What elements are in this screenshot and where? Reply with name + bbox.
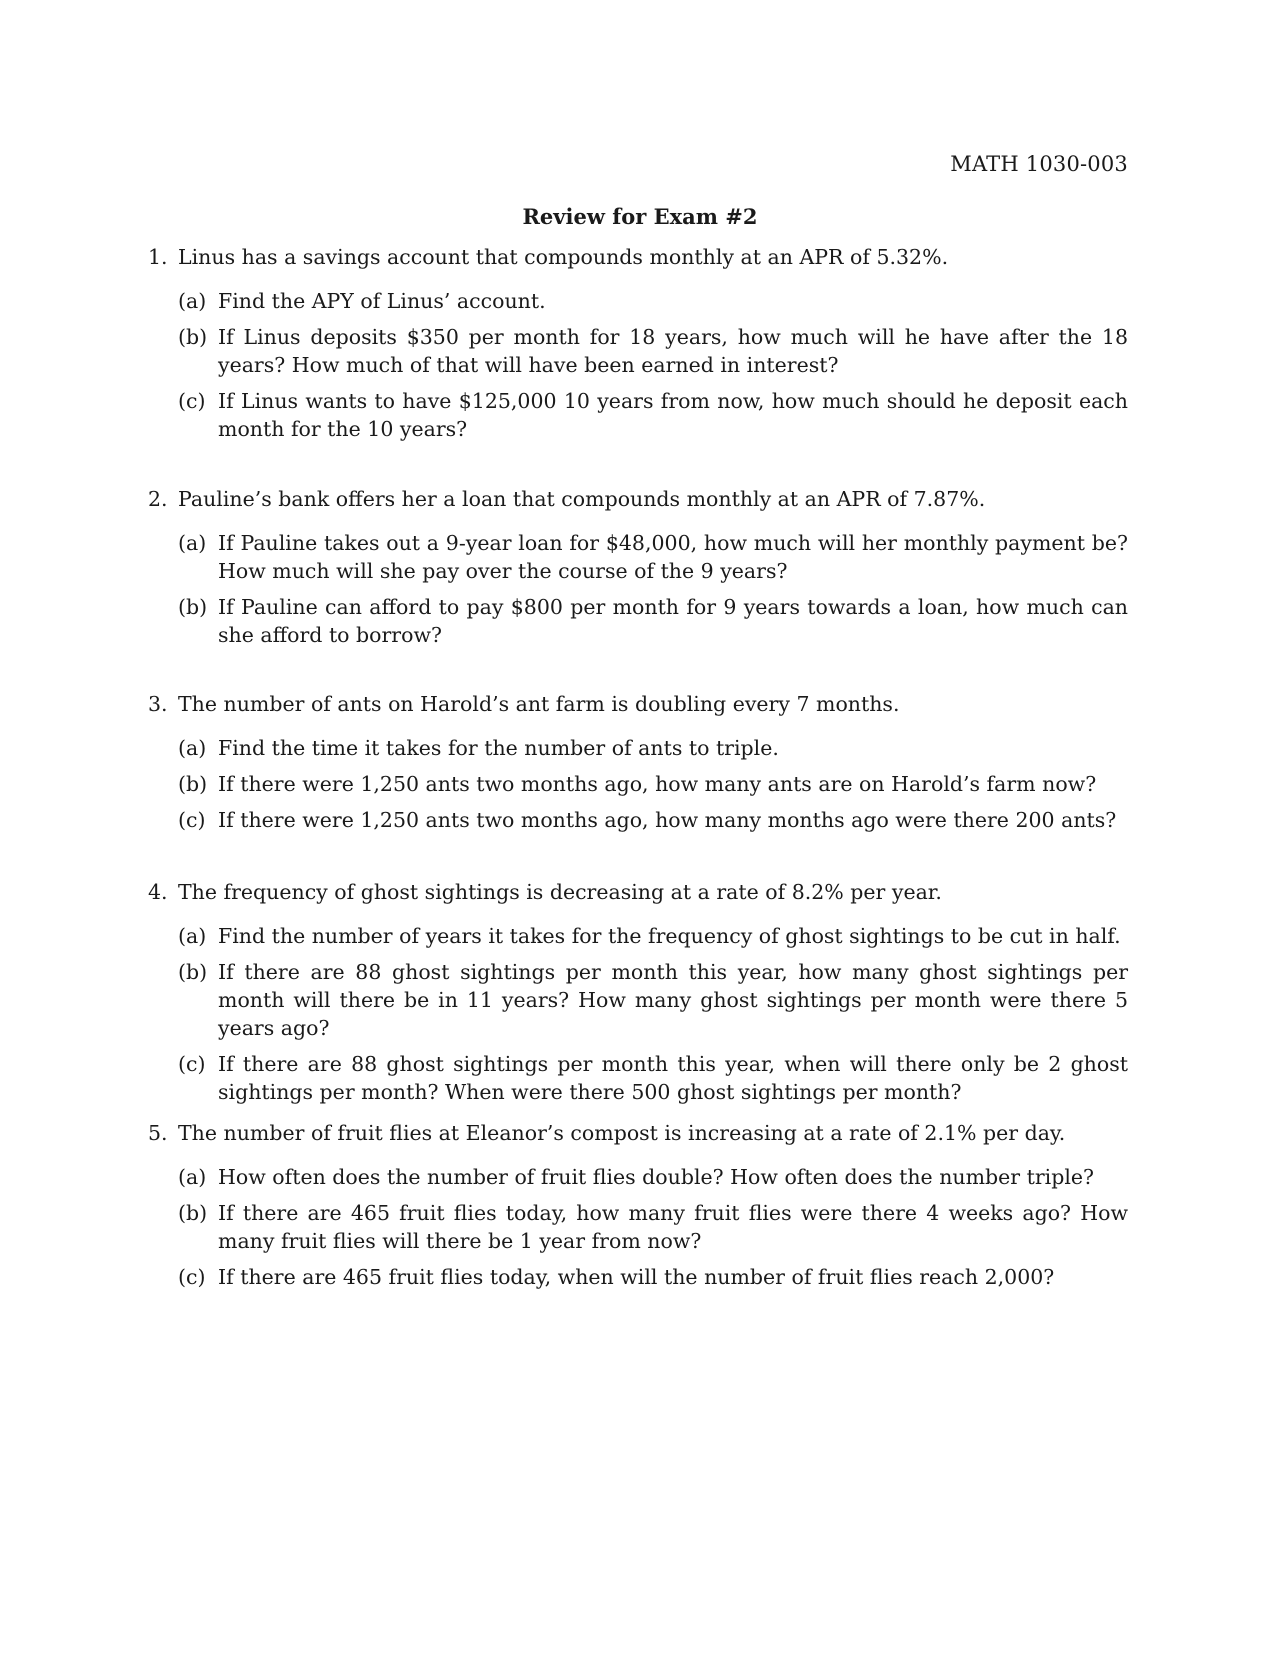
question-part — [178, 958, 1128, 1042]
part-text: Find the number of years it takes for the frequency of ghost sightings to be cut in half. — [218, 924, 1121, 948]
part-letter: (a) — [178, 1165, 207, 1189]
question-part — [178, 1263, 1128, 1291]
question-stem — [148, 690, 1128, 718]
question-stem — [148, 485, 1128, 513]
part-text: If Pauline takes out a 9-year loan for $48,000, how much will her monthly payment be? How much will she pay over the course of the 9 years? — [218, 531, 1128, 583]
part-text: If Pauline can afford to pay $800 per month for 9 years towards a loan, how much can she afford to borrow? — [218, 595, 1128, 647]
part-text: If there were 1,250 ants two months ago, how many ants are on Harold’s farm now? — [218, 772, 1097, 796]
question-parts — [178, 529, 1128, 649]
question-number: 5. — [148, 1121, 168, 1145]
question-part — [178, 593, 1128, 649]
question-part — [178, 734, 1128, 762]
question-part — [178, 1199, 1128, 1255]
question-text: Pauline’s bank offers her a loan that compounds monthly at an APR of 7.87%. — [178, 487, 986, 511]
question-stem — [148, 243, 1128, 271]
part-letter: (a) — [178, 531, 207, 555]
question-part — [178, 770, 1128, 798]
part-letter: (b) — [178, 325, 208, 349]
part-text: Find the APY of Linus’ account. — [218, 289, 546, 313]
part-text: If Linus wants to have $125,000 10 years from now, how much should he deposit each month for the 10 years? — [218, 389, 1128, 441]
page-title: Review for Exam #2 — [522, 204, 758, 229]
question-stem — [148, 878, 1128, 906]
question-part — [178, 1163, 1128, 1191]
question-2 — [148, 485, 1128, 657]
question-3 — [148, 690, 1128, 842]
part-letter: (a) — [178, 924, 207, 948]
part-text: If there are 465 fruit flies today, how many fruit flies were there 4 weeks ago? How many fruit flies will there be 1 year from now? — [218, 1201, 1128, 1253]
question-number: 2. — [148, 487, 168, 511]
part-text: Find the time it takes for the number of ants to triple. — [218, 736, 779, 760]
question-part — [178, 387, 1128, 443]
question-part — [178, 806, 1128, 834]
question-stem — [148, 1119, 1128, 1147]
question-text: The number of fruit flies at Eleanor’s compost is increasing at a rate of 2.1% per day. — [178, 1121, 1066, 1145]
part-letter: (c) — [178, 389, 206, 413]
question-number: 3. — [148, 692, 168, 716]
part-text: How often does the number of fruit flies double? How often does the number triple? — [218, 1165, 1095, 1189]
question-5 — [148, 1119, 1128, 1299]
question-1 — [148, 243, 1128, 451]
question-number: 1. — [148, 245, 168, 269]
question-text: The frequency of ghost sightings is decreasing at a rate of 8.2% per year. — [178, 880, 942, 904]
part-letter: (c) — [178, 1265, 206, 1289]
part-letter: (b) — [178, 1201, 208, 1225]
course-code: MATH 1030-003 — [950, 152, 1128, 176]
question-parts — [178, 287, 1128, 443]
question-part — [178, 287, 1128, 315]
part-text: If Linus deposits $350 per month for 18 years, how much will he have after the 18 years? How much of that will have been earned in interest? — [218, 325, 1128, 377]
question-text: The number of ants on Harold’s ant farm is doubling every 7 months. — [178, 692, 900, 716]
question-parts — [178, 1163, 1128, 1291]
part-text: If there are 88 ghost sightings per month this year, when will there only be 2 ghost sightings per month? When were there 500 ghost sightings per month? — [218, 1052, 1128, 1104]
question-number: 4. — [148, 880, 168, 904]
part-letter: (b) — [178, 595, 208, 619]
part-text: If there are 88 ghost sightings per month this year, how many ghost sightings per month will there be in 11 years? How many ghost sightings per month were there 5 years ago? — [218, 960, 1128, 1040]
part-letter: (a) — [178, 736, 207, 760]
question-parts — [178, 734, 1128, 834]
part-text: If there are 465 fruit flies today, when will the number of fruit flies reach 2,000? — [218, 1265, 1055, 1289]
question-part — [178, 1050, 1128, 1106]
part-text: If there were 1,250 ants two months ago, how many months ago were there 200 ants? — [218, 808, 1117, 832]
part-letter: (a) — [178, 289, 207, 313]
question-part — [178, 323, 1128, 379]
question-text: Linus has a savings account that compounds monthly at an APR of 5.32%. — [178, 245, 949, 269]
part-letter: (b) — [178, 960, 208, 984]
question-part — [178, 529, 1128, 585]
part-letter: (c) — [178, 1052, 206, 1076]
question-parts — [178, 922, 1128, 1106]
part-letter: (c) — [178, 808, 206, 832]
part-letter: (b) — [178, 772, 208, 796]
question-part — [178, 922, 1128, 950]
question-4 — [148, 878, 1128, 1114]
